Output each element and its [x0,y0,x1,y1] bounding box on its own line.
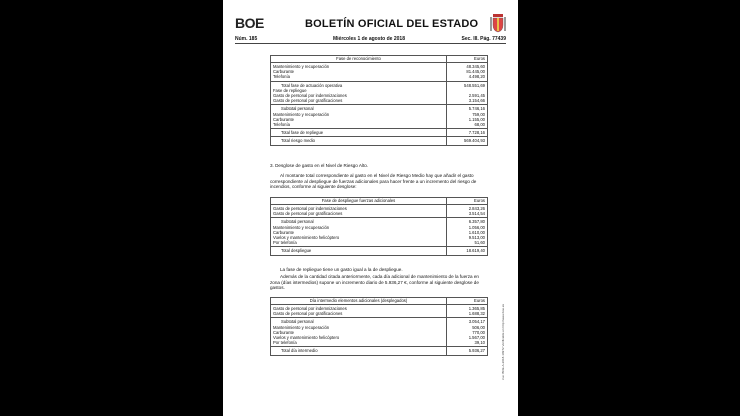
row-label: Telefonía [273,74,290,80]
row-value: 569.404,93 [464,138,485,144]
row-value: 81.445,00 [466,69,485,75]
row-value: 4.498,20 [468,74,485,80]
table-row [271,347,488,355]
row-value: 48.345,60 [466,64,485,69]
row-label: Gasto de personal por gratificaciones [273,311,343,317]
row-label: Total fase de repliegue [281,130,324,136]
row-label: Gasto de personal por indemnizaciones [273,206,347,211]
row-value: 1.688,32 [468,311,485,317]
row-labels [271,305,447,318]
issue-date: Miércoles 1 de agosto de 2018 [333,36,405,42]
section-page: Sec. III. Pág. 77439 [461,36,506,42]
table-row [271,318,488,347]
row-labels [271,129,447,137]
row-values [447,129,488,137]
row-label: Total día intermedio [281,348,318,354]
row-labels [271,205,447,218]
row-value: 5.746,16 [468,106,485,112]
table-header-label: Día intermedio elementos adicionales (desplegados) [271,298,447,305]
row-value: 1.155,00 [468,116,485,122]
row-label: Vuelos y mantenimiento helicóptero [273,235,340,241]
row-label: Subtotal personal [281,319,314,325]
row-value: 770,00 [472,329,485,335]
row-label: Fase de repliegue [273,87,307,93]
table-row [271,129,488,137]
paragraph: La fase de repliegue tiene un gasto igual a la de despliegue. [280,267,403,272]
row-label: Mantenimiento y recuperación [273,111,330,117]
row-values [447,63,488,82]
row-label: Mantenimiento y recuperación [273,324,330,330]
row-value: 506,00 [472,324,485,330]
row-label: Subtotal personal [281,219,314,225]
row-label: Carburante [273,229,294,235]
row-label: Total despliegue [281,248,312,254]
table-riesgo-medio [270,55,488,146]
row-value: 7.728,16 [468,130,485,136]
section-heading: 3. Desglose de gasto en el Nivel de Riesgo Alto. [270,163,369,168]
verification-text: cve: BOE-A-2018-10972 Verificable en http://www.boe.es [501,303,505,380]
row-values [447,105,488,129]
row-values [447,218,488,247]
header-subline [235,36,506,44]
row-labels [271,247,447,255]
row-label: Subtotal personal [281,106,314,112]
issue-number: Núm. 185 [235,36,258,42]
row-value: 3.154,66 [468,98,485,104]
row-values [447,205,488,218]
row-value: 1.610,00 [468,229,485,235]
table-header-unit: Euros [447,298,488,305]
table-despliegue [270,197,488,256]
row-values [447,137,488,145]
row-labels [271,347,447,355]
row-label: Mantenimiento y recuperación [273,64,330,69]
data-table [270,297,488,356]
row-value: 9.513,00 [468,235,485,241]
table-row [271,105,488,129]
row-labels [271,81,447,105]
row-values [447,305,488,318]
row-label: Gasto de personal por gratificaciones [273,211,343,217]
row-value: 2.843,26 [468,206,485,211]
row-label: Mantenimiento y recuperación [273,224,330,230]
row-value: 51,60 [474,240,485,246]
row-values [447,81,488,105]
row-value: 1.567,00 [468,335,485,341]
row-label: Carburante [273,116,294,122]
table-row [271,81,488,105]
row-value: 3.514,54 [468,211,485,217]
row-label: Gasto de personal por indemnizaciones [273,306,347,311]
table-row [271,305,488,318]
row-labels [271,63,447,82]
table-row [271,218,488,247]
row-values [447,318,488,347]
row-value: 18.619,40 [466,248,485,254]
row-value: 1.056,00 [468,224,485,230]
table-header-unit: Euros [447,198,488,205]
row-label: Vuelos y mantenimiento helicóptero [273,335,340,341]
row-label: Telefonía [273,122,290,128]
row-values [447,347,488,355]
row-label: Total riesgo medio [281,138,315,144]
table-row [271,247,488,255]
table-dia-intermedio [270,297,488,356]
row-label: Carburante [273,69,294,75]
row-value: 39,10 [474,340,485,346]
boe-logo: BOE [235,15,264,31]
row-labels [271,318,447,347]
row-value: 6.357,80 [468,219,485,225]
data-table [270,55,488,146]
verification-sidebar [501,300,507,380]
table-header-unit: Euros [447,56,488,63]
row-label: Carburante [273,329,294,335]
table-row [271,137,488,145]
row-label: Por telefonía [273,340,297,346]
paragraph: Al montante total correspondiente al gasto en el Nivel de Riesgo Medio hay que añadir el gasto correspondiente al despliegue de fuerzas adicionales para hacer frente a un incremento del riesgo de incendios, conforme al siguiente desglose: [270,173,477,190]
row-labels [271,218,447,247]
table-row [271,63,488,82]
row-value: 68,00 [474,122,485,128]
document-page [223,0,518,416]
page-title: BOLETÍN OFICIAL DEL ESTADO [305,18,479,30]
row-value: 5.936,27 [468,348,485,354]
row-label: Gasto de personal por indemnizaciones [273,93,347,99]
data-table [270,197,488,256]
row-labels [271,137,447,145]
table-header-label: Fase de despliegue fuerzas adicionales [271,198,447,205]
row-labels [271,105,447,129]
row-value: 2.591,45 [468,93,485,99]
row-label: Total fase de actuación operativa [281,82,343,88]
row-value: 3.054,17 [468,319,485,325]
paragraph: Además de la cantidad citada anteriormente, cada día adicional de mantenimiento de la fuerza en zona (días intermedios) supone un incremento diario de 5.936,27 €, conforme al siguiente desglose de gastos. [270,274,479,291]
row-value: 759,00 [472,111,485,117]
row-value: 1.365,85 [468,306,485,311]
table-row [271,205,488,218]
row-label: Gasto de personal por gratificaciones [273,98,343,104]
boe-header [235,13,506,35]
coat-of-arms-icon [490,13,506,33]
row-label: Por telefonía [273,240,297,246]
table-header-label: Fase de reconocimiento [271,56,447,63]
row-values [447,247,488,255]
row-value: 548.551,69 [464,82,485,88]
